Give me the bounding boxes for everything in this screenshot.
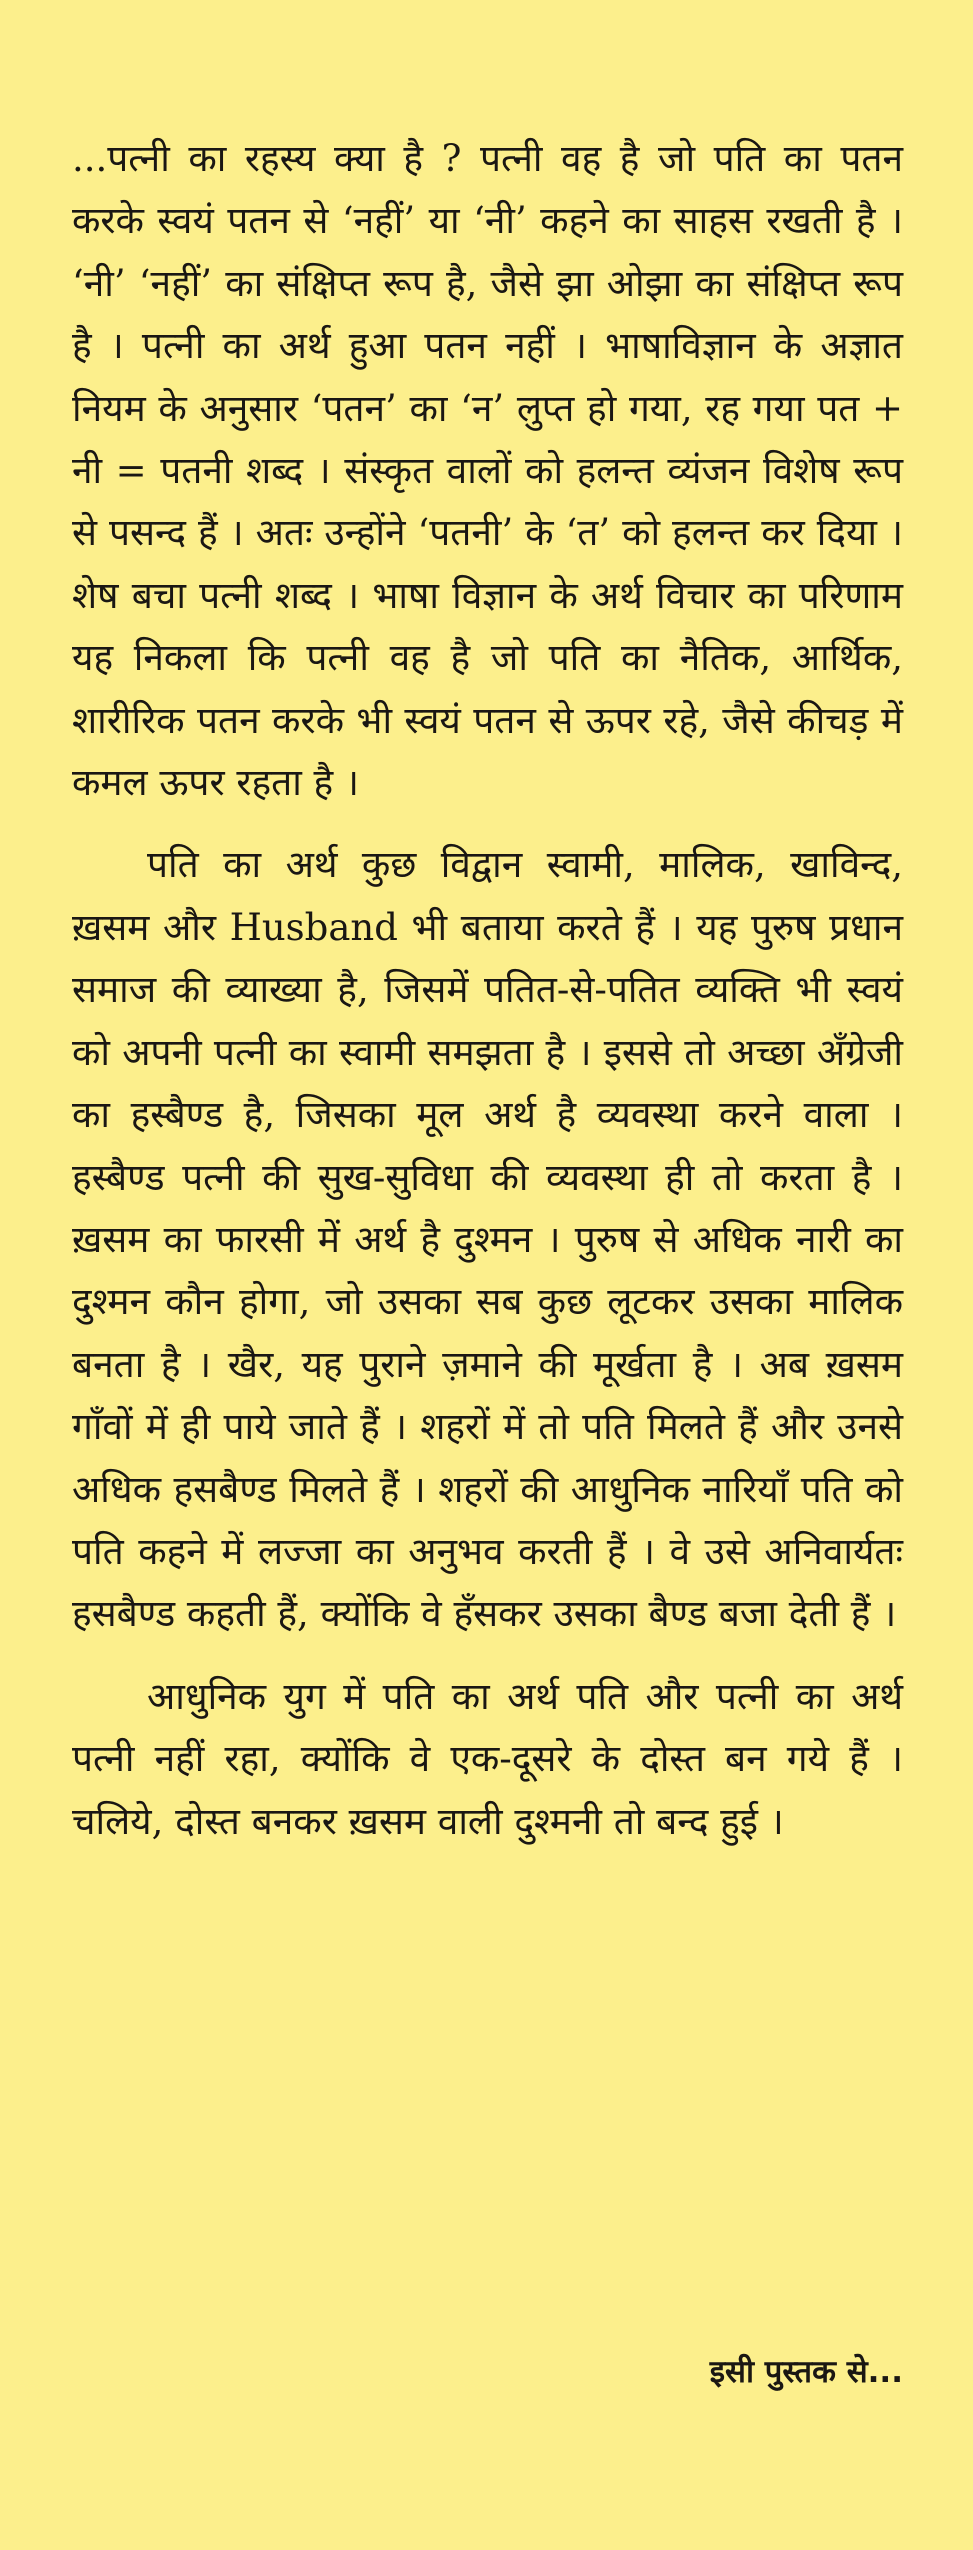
paragraph-patni-meaning: ...पत्नी का रहस्य क्या है ? पत्नी वह है जो पति का पतन करके स्वयं पतन से ‘नहीं’ या ‘नी’ कहने का साहस रखती है । ‘नी’ ‘नहीं’ का संक्षिप्त रूप है, जैसे झा ओझा का संक्षिप्त रूप है । पत्नी का अर्थ हुआ पतन नहीं । भाषाविज्ञान के अज्ञात नियम के अनुसार ‘पतन’ का ‘न’ लुप्त हो गया, रह गया पत + नी = पतनी शब्द । संस्कृत वालों को हलन्त व्यंजन विशेष रूप से पसन्द हैं । अतः उन्होंने ‘पतनी’ के ‘त’ को हलन्त कर दिया । शेष बचा पत्नी शब्द । भाषा विज्ञान के अर्थ विचार का परिणाम यह निकला कि पत्नी वह है जो पति का नैतिक, आर्थिक, शारीरिक पतन करके भी स्वयं पतन से ऊपर रहे, जैसे कीचड़ में कमल ऊपर रहता है । [72,137,903,805]
paragraph-modern-era: आधुनिक युग में पति का अर्थ पति और पत्नी का अर्थ पत्नी नहीं रहा, क्योंकि वे एक-दूसरे के दोस्त बन गये हैं । चलिये, दोस्त बनकर ख़सम वाली दुश्मनी तो बन्द हुई । [72,1674,903,1843]
source-attribution: इसी पुस्तक से... [709,2354,903,2390]
paragraph-pati-meaning: पति का अर्थ कुछ विद्वान स्वामी, मालिक, खाविन्द, ख़सम और Husband भी बताया करते हैं । यह पुरुष प्रधान समाज की व्याख्या है, जिसमें पतित-से-पतित व्यक्ति भी स्वयं को अपनी पत्नी का स्वामी समझता है । इससे तो अच्छा अँग्रेजी का हस्बैण्ड है, जिसका मूल अर्थ है व्यवस्था करने वाला । हस्बैण्ड पत्नी की सुख-सुविधा की व्यवस्था ही तो करता है । ख़सम का फारसी में अर्थ है दुश्मन । पुरुष से अधिक नारी का दुश्मन कौन होगा, जो उसका सब कुछ लूटकर उसका मालिक बनता है । खैर, यह पुराने ज़माने की मूर्खता है । अब ख़सम गाँवों में ही पाये जाते हैं । शहरों में तो पति मिलते हैं और उनसे अधिक हसबैण्ड मिलते हैं । शहरों की आधुनिक नारियाँ पति को पति कहने में लज्जा का अनुभव करती हैं । वे उसे अनिवार्यतः हसबैण्ड कहती हैं, क्योंकि वे हँसकर उसका बैण्ड बजा देती हैं । [72,843,903,1636]
